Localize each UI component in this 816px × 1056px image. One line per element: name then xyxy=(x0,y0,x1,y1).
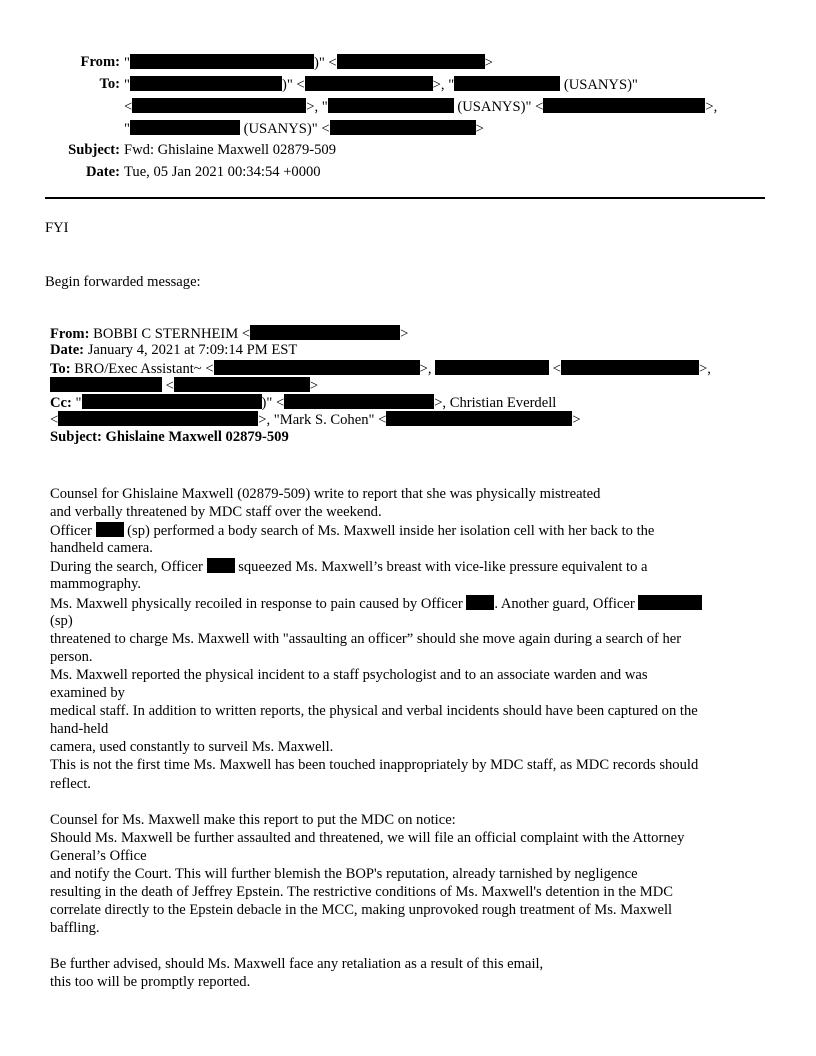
body-line: baffling. xyxy=(50,920,100,937)
redaction-box xyxy=(250,325,400,340)
redaction-box xyxy=(130,54,314,69)
header-subject-row xyxy=(0,142,816,164)
redaction-box xyxy=(214,360,420,375)
fyi-text: FYI xyxy=(45,220,69,236)
fwd-to-row-2: < > xyxy=(50,377,770,394)
body-text: Officer xyxy=(50,523,96,540)
fwd-to-value: BRO/Exec Assistant~ < xyxy=(74,360,214,377)
fwd-cc-row: Cc: " )" < >, Christian Everdell xyxy=(50,395,557,412)
fwd-cc-row-2: < >, "Mark S. Cohen" < > xyxy=(50,412,581,429)
redaction-box xyxy=(561,360,699,375)
fwd-from-label: From: xyxy=(50,326,90,342)
body-line: and notify the Court. This will further blemish the BOP's reputation, already tarnished by negligence xyxy=(50,865,638,882)
body-text: . Another guard, Officer xyxy=(494,595,639,612)
body-line xyxy=(50,595,766,613)
header-to-row xyxy=(0,76,816,98)
body-line: this too will be promptly reported. xyxy=(50,974,251,991)
redaction-box xyxy=(50,377,162,392)
redaction-box xyxy=(386,411,572,426)
to-value-line-2: < >, " (USANYS)" < >, xyxy=(124,99,718,115)
begin-forwarded-text: Begin forwarded message: xyxy=(45,274,201,290)
body-text: squeezed Ms. Maxwell’s breast with vice-like pressure equivalent to a xyxy=(234,559,648,576)
header-divider xyxy=(45,197,765,199)
fwd-from-value: BOBBI C STERNHEIM < xyxy=(93,326,251,342)
body-line: correlate directly to the Epstein debacle in the MCC, making unprovoked rough treatment of Ms. Maxwell xyxy=(50,902,673,919)
body-text: Ms. Maxwell physically recoiled in response to pain caused by Officer xyxy=(50,595,467,612)
fwd-cc-label: Cc: xyxy=(50,395,72,412)
body-line: camera, used constantly to surveil Ms. Maxwell. xyxy=(50,739,334,756)
email-header xyxy=(0,54,816,186)
redaction-box xyxy=(638,595,702,610)
body-line: medical staff. In addition to written reports, the physical and verbal incidents should have been captured on the xyxy=(50,703,698,720)
fwd-cc-cohen: >, "Mark S. Cohen" < xyxy=(258,412,387,429)
body-line: reflect. xyxy=(50,775,91,792)
from-label: From: xyxy=(80,54,120,70)
redaction-box xyxy=(454,76,560,91)
redaction-box xyxy=(82,394,262,409)
redaction-box xyxy=(174,377,310,392)
body-text: During the search, Officer xyxy=(50,559,207,576)
body-line: Be further advised, should Ms. Maxwell face any retaliation as a result of this email, xyxy=(50,956,544,973)
redaction-box xyxy=(130,76,282,91)
body-line: person. xyxy=(50,648,93,665)
body-line xyxy=(50,558,766,576)
body-line: handheld camera. xyxy=(50,540,153,557)
header-date-row xyxy=(0,164,816,186)
usanys-tag: (USANYS)" < xyxy=(457,99,544,115)
body-line: mammography. xyxy=(50,576,142,593)
redaction-box xyxy=(130,120,240,135)
to-label: To: xyxy=(99,76,120,92)
date-label: Date: xyxy=(85,164,120,180)
redaction-box xyxy=(337,54,485,69)
forwarded-header xyxy=(50,325,770,446)
paragraph-gap xyxy=(50,938,766,956)
paragraph-gap xyxy=(50,794,766,812)
redaction-box xyxy=(330,120,476,135)
redaction-box xyxy=(543,98,705,113)
fwd-to-label: To: xyxy=(50,360,71,377)
date-value: Tue, 05 Jan 2021 00:34:54 +0000 xyxy=(124,164,321,180)
header-to-row-2 xyxy=(0,98,816,120)
redaction-box xyxy=(96,522,124,537)
body-line: hand-held xyxy=(50,721,109,738)
message-body xyxy=(50,486,766,992)
body-line: General’s Office xyxy=(50,847,147,864)
body-line: Counsel for Ghislaine Maxwell (02879-509) write to report that she was physically mistreated xyxy=(50,486,601,502)
subject-value: Fwd: Ghislaine Maxwell 02879-509 xyxy=(124,142,336,158)
header-from-row xyxy=(0,54,816,76)
fwd-subject-value: Ghislaine Maxwell 02879-509 xyxy=(105,428,289,445)
redaction-box xyxy=(435,360,549,375)
body-line: Should Ms. Maxwell be further assaulted and threatened, we will file an official complaint with the Attorney xyxy=(50,829,685,846)
subject-label: Subject: xyxy=(68,142,120,158)
body-line: threatened to charge Ms. Maxwell with "assaulting an officer” should she move again during a search of her xyxy=(50,630,682,647)
body-line: examined by xyxy=(50,685,125,702)
fwd-to-row: To: BRO/Exec Assistant~ < >, < >, xyxy=(50,360,711,377)
to-value-line-3: " (USANYS)" < > xyxy=(124,121,484,137)
to-value-line-1: " )" < >, " (USANYS)" xyxy=(124,77,638,93)
header-to-row-3 xyxy=(0,120,816,142)
fwd-subject-row xyxy=(50,429,770,446)
from-value: " )" < > xyxy=(124,55,493,71)
redaction-box xyxy=(305,76,433,91)
redaction-box xyxy=(466,595,494,610)
body-line: Counsel for Ms. Maxwell make this report to put the MDC on notice: xyxy=(50,811,456,828)
fwd-from-row: From: BOBBI C STERNHEIM < > xyxy=(50,326,409,342)
body-line: (sp) xyxy=(50,612,73,629)
redaction-box xyxy=(284,394,434,409)
redaction-box xyxy=(207,558,235,573)
fwd-date-row xyxy=(50,342,770,359)
fwd-date-value: January 4, 2021 at 7:09:14 PM EST xyxy=(87,342,298,359)
redaction-box xyxy=(132,98,306,113)
body-line: This is not the first time Ms. Maxwell has been touched inappropriately by MDC staff, as MDC records should xyxy=(50,757,699,774)
body-line: and verbally threatened by MDC staff over the weekend. xyxy=(50,504,382,521)
fwd-date-label: Date: xyxy=(50,342,85,359)
usanys-tag: (USANYS)" xyxy=(563,77,638,93)
fwd-cc-everdell: >, Christian Everdell xyxy=(434,395,557,412)
body-line xyxy=(50,522,766,540)
redaction-box xyxy=(328,98,454,113)
fwd-subject-label: Subject: xyxy=(50,428,102,445)
body-text: (sp) performed a body search of Ms. Maxwell inside her isolation cell with her back to the xyxy=(123,523,655,540)
body-line: Ms. Maxwell reported the physical incident to a staff psychologist and to an associate warden and was xyxy=(50,666,648,683)
body-line: resulting in the death of Jeffrey Epstein. The restrictive conditions of Ms. Maxwell's detention in the MDC xyxy=(50,883,674,900)
redaction-box xyxy=(58,411,258,426)
usanys-tag: (USANYS)" < xyxy=(243,121,330,137)
